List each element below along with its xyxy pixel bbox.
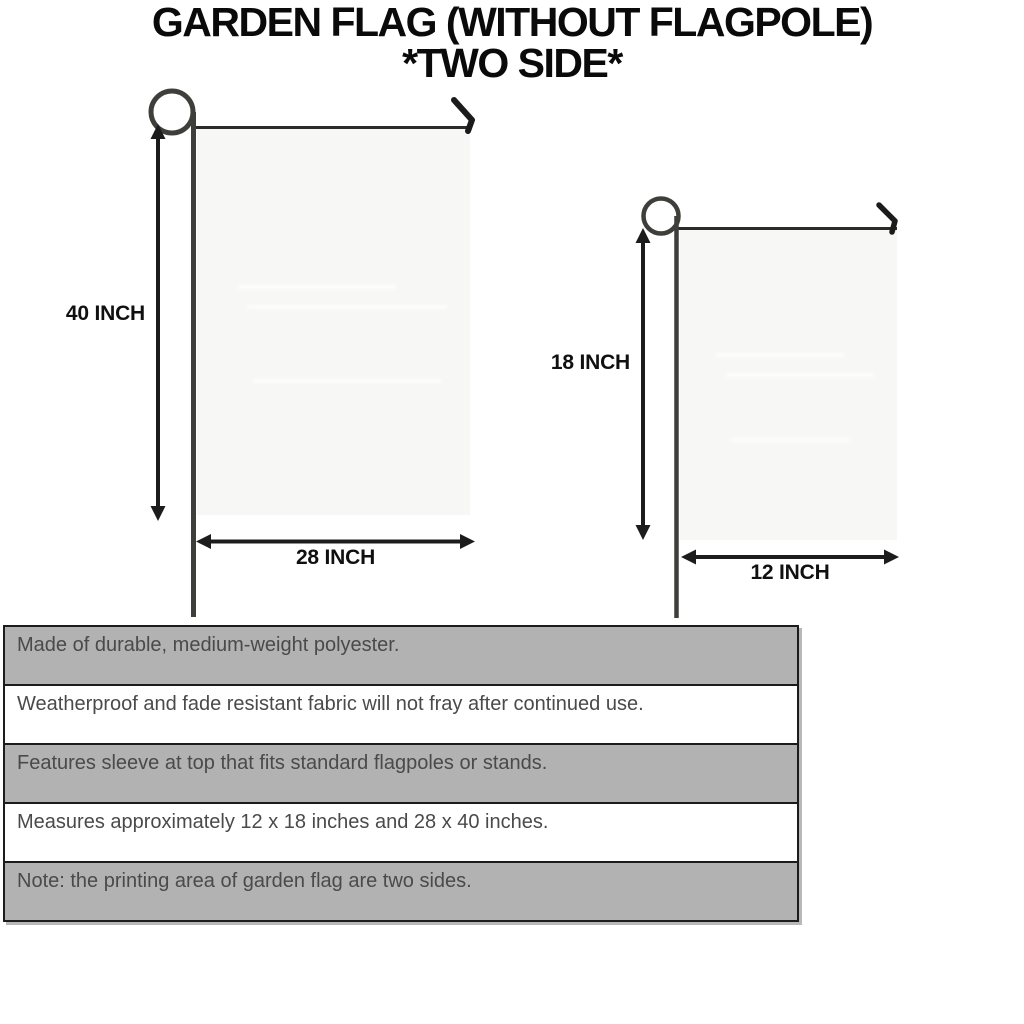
large-flag-width-label: 28 INCH [295, 546, 376, 569]
feature-row-weatherproof: Weatherproof and fade resistant fabric will not fray after continued use. [5, 684, 797, 743]
feature-row-measures: Measures approximately 12 x 18 inches and 28 x 40 inches. [5, 802, 797, 861]
small-flag-pole-loop [644, 199, 679, 234]
feature-row-note: Note: the printing area of garden flag are two sides. [5, 861, 797, 920]
feature-row-material: Made of durable, medium-weight polyester. [5, 627, 797, 684]
small-flag-height-label: 18 INCH [550, 351, 630, 374]
small-height-arrowhead-bottom [636, 525, 651, 540]
feature-row-sleeve: Features sleeve at top that fits standard flagpoles or stands. [5, 743, 797, 802]
title-line-2: *TWO SIDE* [402, 40, 622, 86]
features-table [3, 625, 799, 922]
large-height-arrowhead-bottom [151, 506, 166, 521]
large-flag-height-label: 40 INCH [65, 302, 145, 325]
title-line-1: GARDEN FLAG (WITHOUT FLAGPOLE) [151, 0, 873, 45]
small-flag-width-label: 12 INCH [750, 561, 830, 584]
